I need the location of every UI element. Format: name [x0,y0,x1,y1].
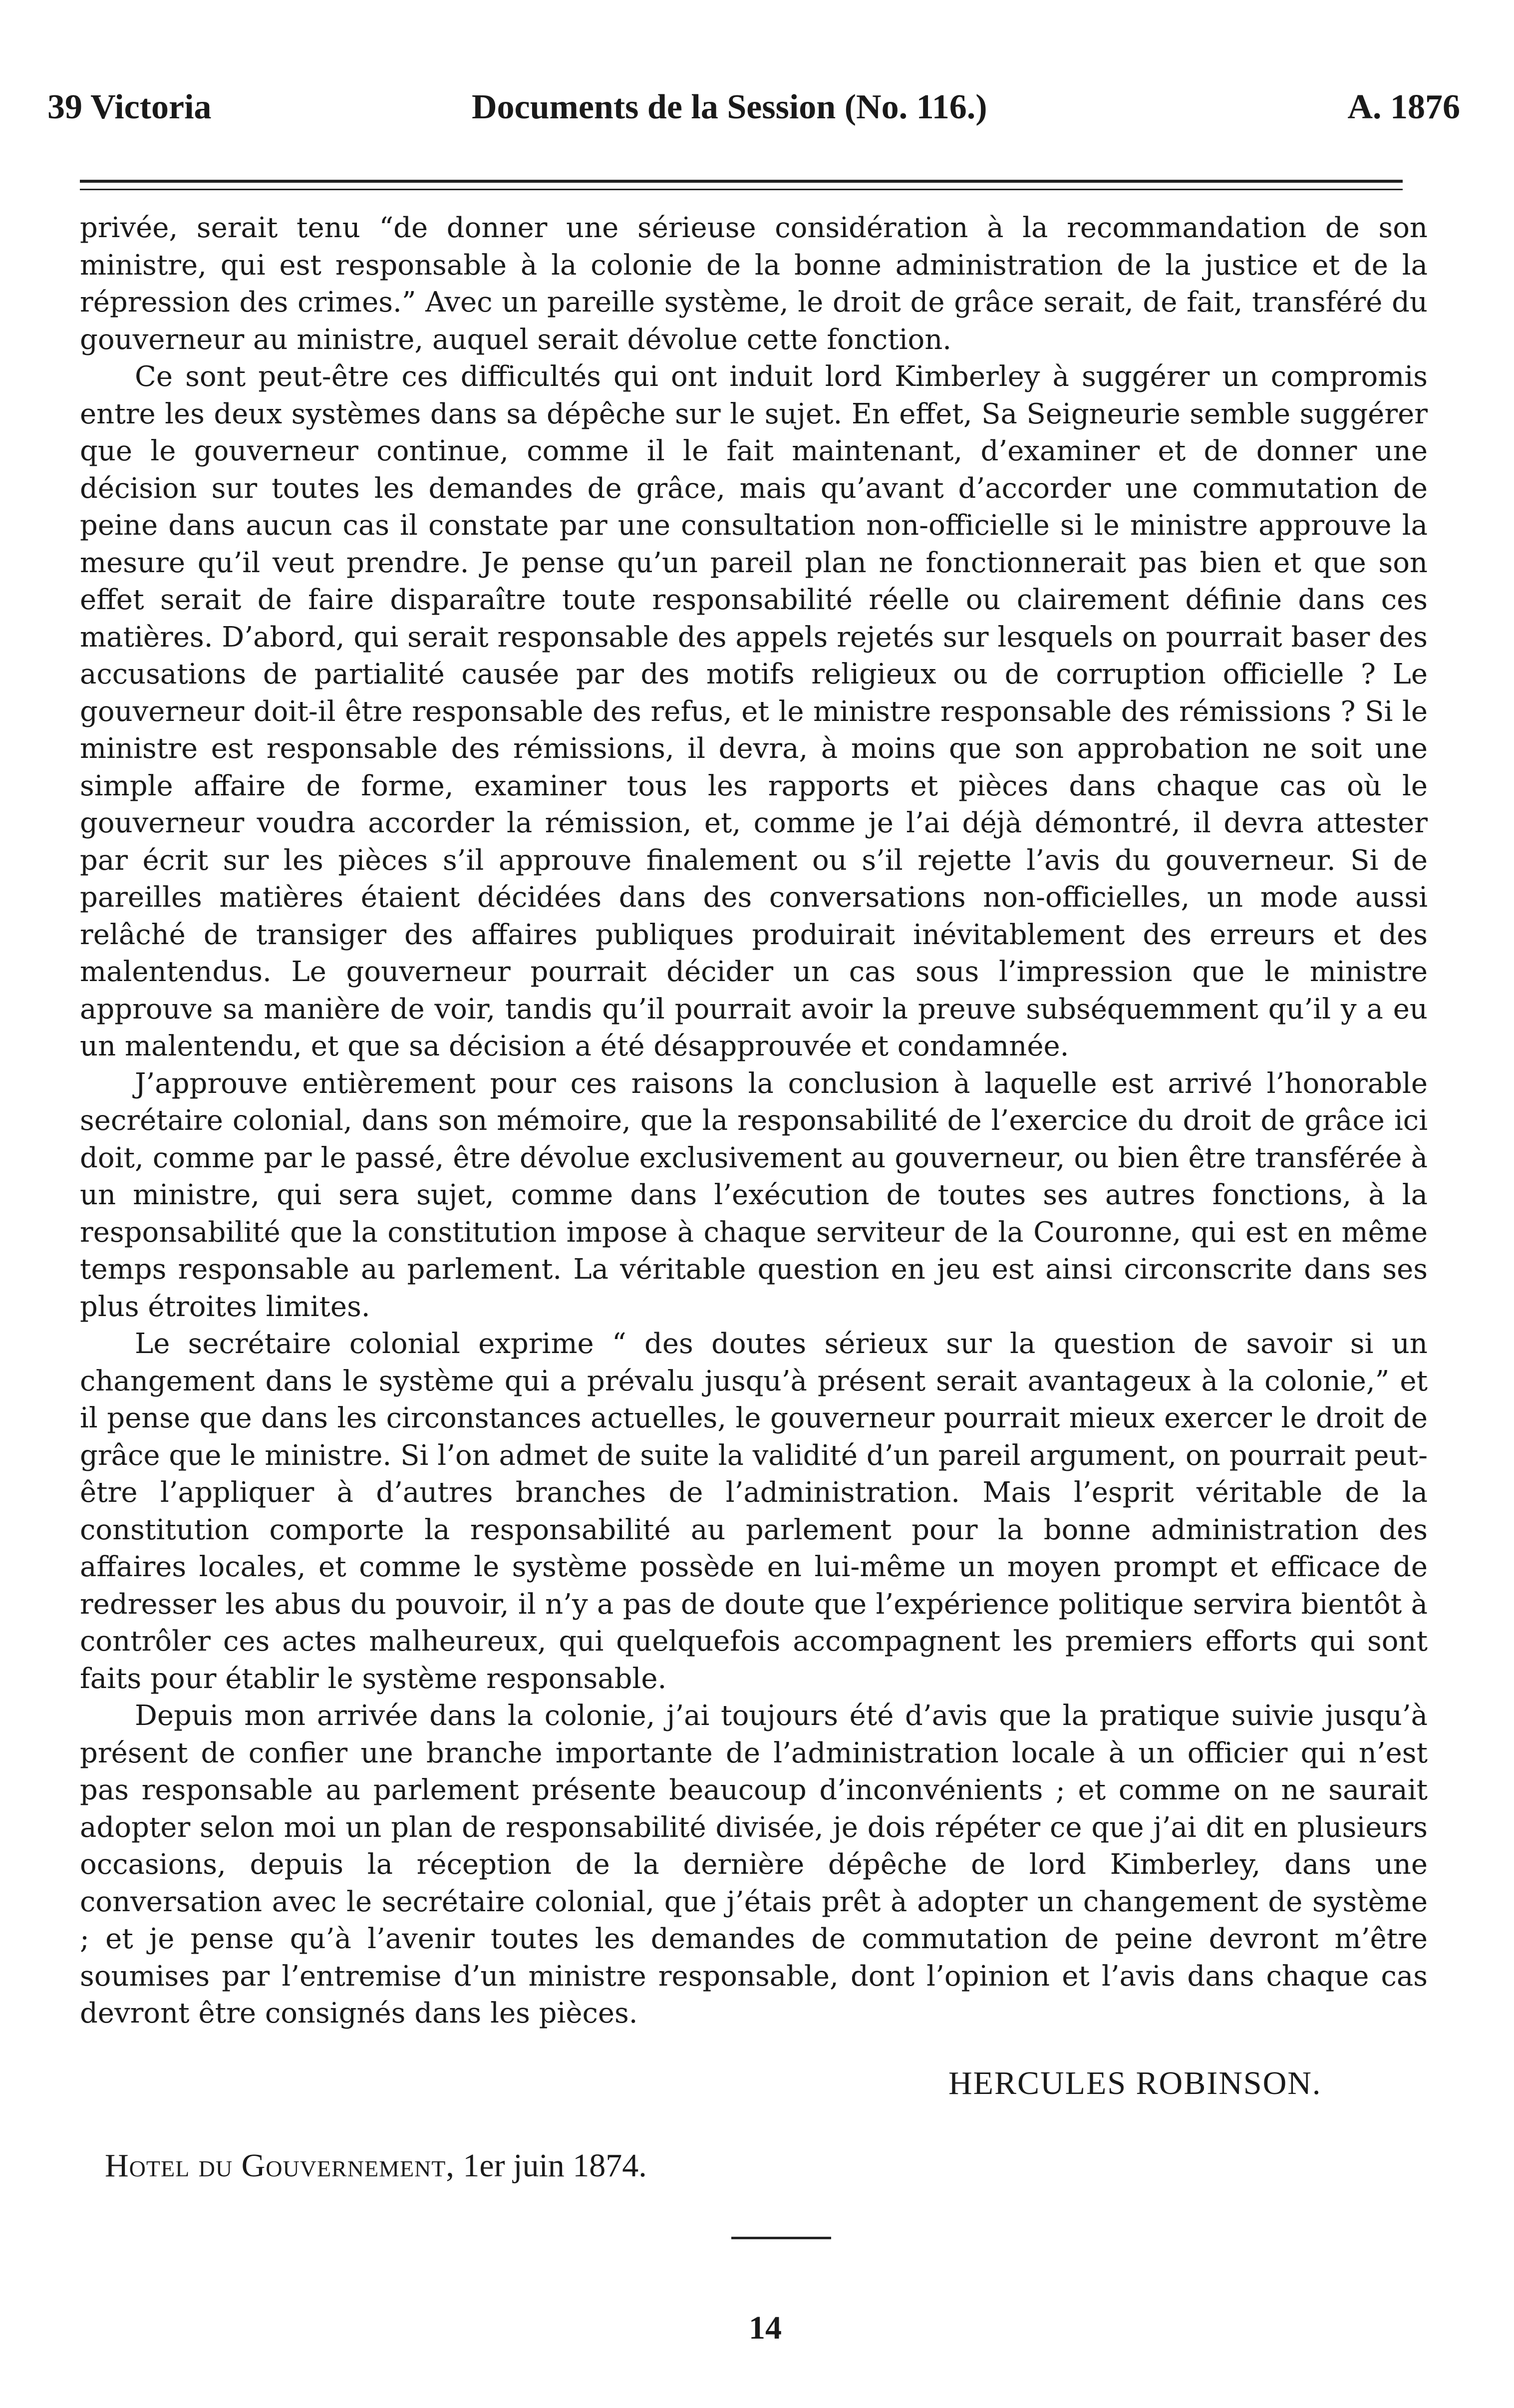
paragraph-4: Le secrétaire colonial exprime “ des doutes sérieux sur la question de savoir si un changement dans le système qui a prévalu jusqu’à présent serait avantageux à la colonie,” et il pense que dans les circonstances actuelles, le gouverneur pourrait mieux exercer le droit de grâce que le ministre. Si l’on admet de suite la validité d’un pareil argument, on pourrait peut-être l’appliquer à d’autres branches de l’administration. Mais l’esprit véritable de la constitution comporte la responsabilité au parlement pour la bonne administration des affaires locales, et comme le système possède en lui-même un moyen prompt et efficace de redresser les abus du pouvoir, il n’y a pas de doute que l’expérience politique servira bientôt à contrôler ces actes malheureux, qui quelquefois accompagnent les premiers efforts qui sont faits pour établir le système responsable. [80,1328,1428,1695]
dateline-date: 1er juin 1874. [463,2147,647,2184]
page-number: 14 [749,2310,782,2346]
footer-rule [731,2237,831,2239]
document-body [80,210,1428,2033]
header-volume: 39 Victoria [47,88,212,126]
paragraph-1: privée, serait tenu “de donner une sérieuse considération à la recommandation de son ministre, qui est responsable à la colonie de la bonne administration de la justice et de la répression des crimes.” Avec un pareille système, le droit de grâce serait, de fait, transféré du gouverneur au ministre, auquel serait dévolue cette fonction. [80,212,1428,356]
header-rule-thin [80,189,1403,190]
paragraph-2: Ce sont peut-être ces difficultés qui ont induit lord Kimberley à suggérer un compromis entre les deux systèmes dans sa dépêche sur le sujet. En effet, Sa Seigneurie semble suggérer que le gouverneur continue, comme il le fait maintenant, d’examiner et de donner une décision sur toutes les demandes de grâce, mais qu’avant d’accorder une commutation de peine dans aucun cas il constate par une consultation non-officielle si le ministre approuve la mesure qu’il veut prendre. Je pense qu’un pareil plan ne fonctionnerait pas bien et que son effet serait de faire disparaître toute responsabilité réelle ou clairement définie dans ces matières. D’abord, qui serait responsable des appels rejetés sur lesquels on pourrait baser des accusations de partialité causée par des motifs religieux ou de corruption officielle ? Le gouverneur doit-il être responsable des refus, et le ministre responsable des rémissions ? Si le ministre est responsable des rémissions, il devra, à moins que son approbation ne soit une simple affaire de forme, examiner tous les rapports et pièces dans chaque cas où le gouverneur voudra accorder la rémission, et, comme je l’ai déjà démontré, il devra attester par écrit sur les pièces s’il approuve finalement ou s’il rejette l’avis du gouverneur. Si de pareilles matières étaient décidées dans des conversations non-officielles, un mode aussi relâché de transiger des affaires publiques produirait inévitablement des erreurs et des malentendus. Le gouverneur pourrait décider un cas sous l’impression que le ministre approuve sa manière de voir, tandis qu’il pourrait avoir la preuve subséquemment qu’il y a eu un malentendu, et que sa décision a été désapprouvée et condamnée. [80,360,1428,1062]
header-title: Documents de la Session (No. 116.) [472,88,987,126]
header-rule-thick [80,180,1403,183]
header-year: A. 1876 [1347,88,1460,126]
page-header [47,87,1460,142]
paragraph-3: J’approuve entièrement pour ces raisons la conclusion à laquelle est arrivé l’honorable secrétaire colonial, dans son mémoire, que la responsabilité de l’exercice du droit de grâce ici doit, comme par le passé, être dévolue exclusivement au gouverneur, ou bien être transférée à un ministre, qui sera sujet, comme dans l’exécution de toutes ses autres fonctions, à la responsabilité que la constitution impose à chaque serviteur de la Couronne, qui est en même temps responsable au parlement. La véritable question en jeu est ainsi circonscrite dans ses plus étroites limites. [80,1067,1428,1323]
signature: HERCULES ROBINSON. [948,2065,1322,2101]
dateline-place: Hotel du Gouvernement, [105,2147,455,2184]
paragraph-5: Depuis mon arrivée dans la colonie, j’ai toujours été d’avis que la pratique suivie jusqu’à présent de confier une branche importante de l’administration locale à un officier qui n’est pas responsable au parlement présente beaucoup d’inconvénients ; et comme on ne saurait adopter selon moi un plan de responsabilité divisée, je dois répéter ce que j’ai dit en plusieurs occasions, depuis la réception de la dernière dépêche de lord Kimberley, dans une conversation avec le secrétaire colonial, que j’étais prêt à adopter un changement de système ; et je pense qu’à l’avenir toutes les demandes de commutation de peine devront m’être soumises par l’entremise d’un ministre responsable, dont l’opinion et l’avis dans chaque cas devront être consignés dans les pièces. [80,1700,1428,2030]
dateline [105,2147,647,2185]
